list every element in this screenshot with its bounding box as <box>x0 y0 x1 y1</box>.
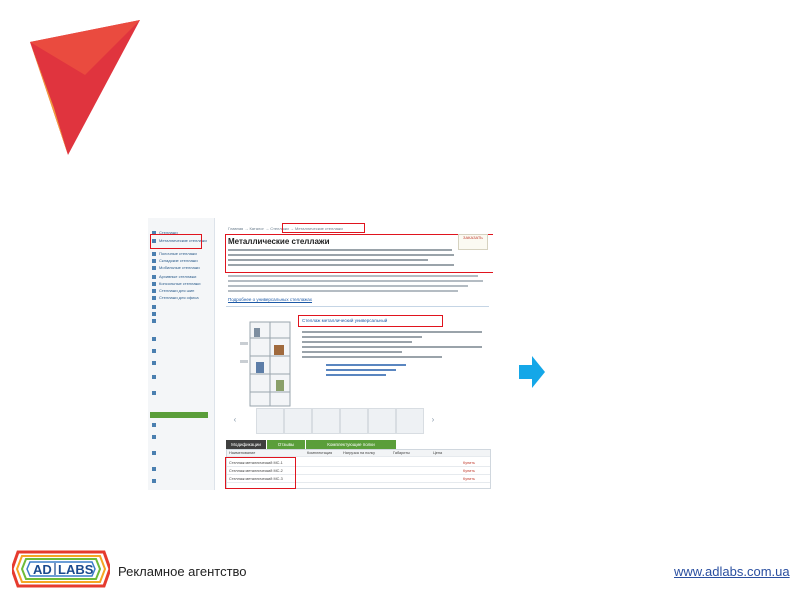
nav-item[interactable] <box>152 311 212 317</box>
table-row: Наименование Комплектация Нагрузка на полку Габариты Цена <box>227 450 490 457</box>
tab-components[interactable]: Комплектующие полки <box>306 440 396 449</box>
featured-link[interactable]: Подробнее о универсальных стеллажах <box>228 297 313 302</box>
thumbnail[interactable] <box>256 408 284 434</box>
nav-section-header <box>150 412 208 418</box>
product-heading: Стеллаж металлический универсальный <box>302 318 388 323</box>
thumbnail[interactable] <box>368 408 396 434</box>
thumbnail[interactable] <box>396 408 424 434</box>
highlight-table-names <box>225 457 296 489</box>
table-row: Стеллаж металлический МС-1 Купить <box>227 460 490 467</box>
nav-item[interactable]: Мобильные стеллажи <box>152 265 212 271</box>
nav-item[interactable] <box>152 434 212 440</box>
nav-item[interactable] <box>152 374 212 380</box>
nav-item[interactable]: Стеллажи для офиса <box>152 295 212 301</box>
svg-text:AD: AD <box>33 562 52 577</box>
thumbnail[interactable] <box>312 408 340 434</box>
page-title: Металлические стеллажи <box>228 237 330 246</box>
nav-item[interactable] <box>152 450 212 456</box>
highlight-nav <box>150 234 202 249</box>
prev-arrow-icon[interactable]: ‹ <box>233 415 237 424</box>
nav-item[interactable] <box>152 318 212 324</box>
tab-reviews[interactable]: Отзывы <box>267 440 305 449</box>
svg-text:LABS: LABS <box>58 562 94 577</box>
nav-item[interactable] <box>152 348 212 354</box>
nav-item[interactable]: Полочные стеллажи <box>152 251 212 257</box>
thumbnail[interactable] <box>284 408 312 434</box>
left-navigation <box>148 218 215 490</box>
nav-item[interactable] <box>152 466 212 472</box>
triangle-logo-icon <box>30 20 140 155</box>
arrow-right-icon <box>519 356 545 388</box>
nav-item[interactable]: Металлические стеллажи <box>152 238 212 244</box>
order-button[interactable]: ЗАКАЗАТЬ <box>458 234 488 250</box>
nav-item[interactable] <box>152 478 212 484</box>
nav-item[interactable]: Архивные стеллажи <box>152 274 212 280</box>
table-row: Стеллаж металлический МС-3 Купить <box>227 476 490 483</box>
nav-item[interactable]: Стеллажи для шин <box>152 288 212 294</box>
website-screenshot <box>148 218 493 490</box>
main-content <box>226 218 491 490</box>
next-arrow-icon[interactable]: › <box>431 415 435 424</box>
nav-item[interactable]: Складские стеллажи <box>152 258 212 264</box>
thumbnail[interactable] <box>340 408 368 434</box>
nav-item[interactable]: Консольные стеллажи <box>152 281 212 287</box>
nav-item[interactable] <box>152 304 212 310</box>
website-link[interactable]: www.adlabs.com.ua <box>674 564 790 579</box>
shelf-rack-image <box>240 320 294 408</box>
nav-item[interactable] <box>152 360 212 366</box>
breadcrumb: Главная → Каталог → Стеллажи → Металлические стеллажи <box>228 226 343 231</box>
adlabs-logo <box>12 548 110 590</box>
nav-item[interactable] <box>152 336 212 342</box>
nav-item[interactable] <box>152 422 212 428</box>
tab-modifications[interactable]: Модификации <box>226 440 266 449</box>
table-row: Стеллаж металлический МС-2 Купить <box>227 468 490 475</box>
highlight-breadcrumb <box>282 223 365 233</box>
nav-item[interactable] <box>152 390 212 396</box>
nav-item[interactable]: Стеллажи <box>152 230 212 236</box>
agency-label: Рекламное агентство <box>118 564 247 579</box>
